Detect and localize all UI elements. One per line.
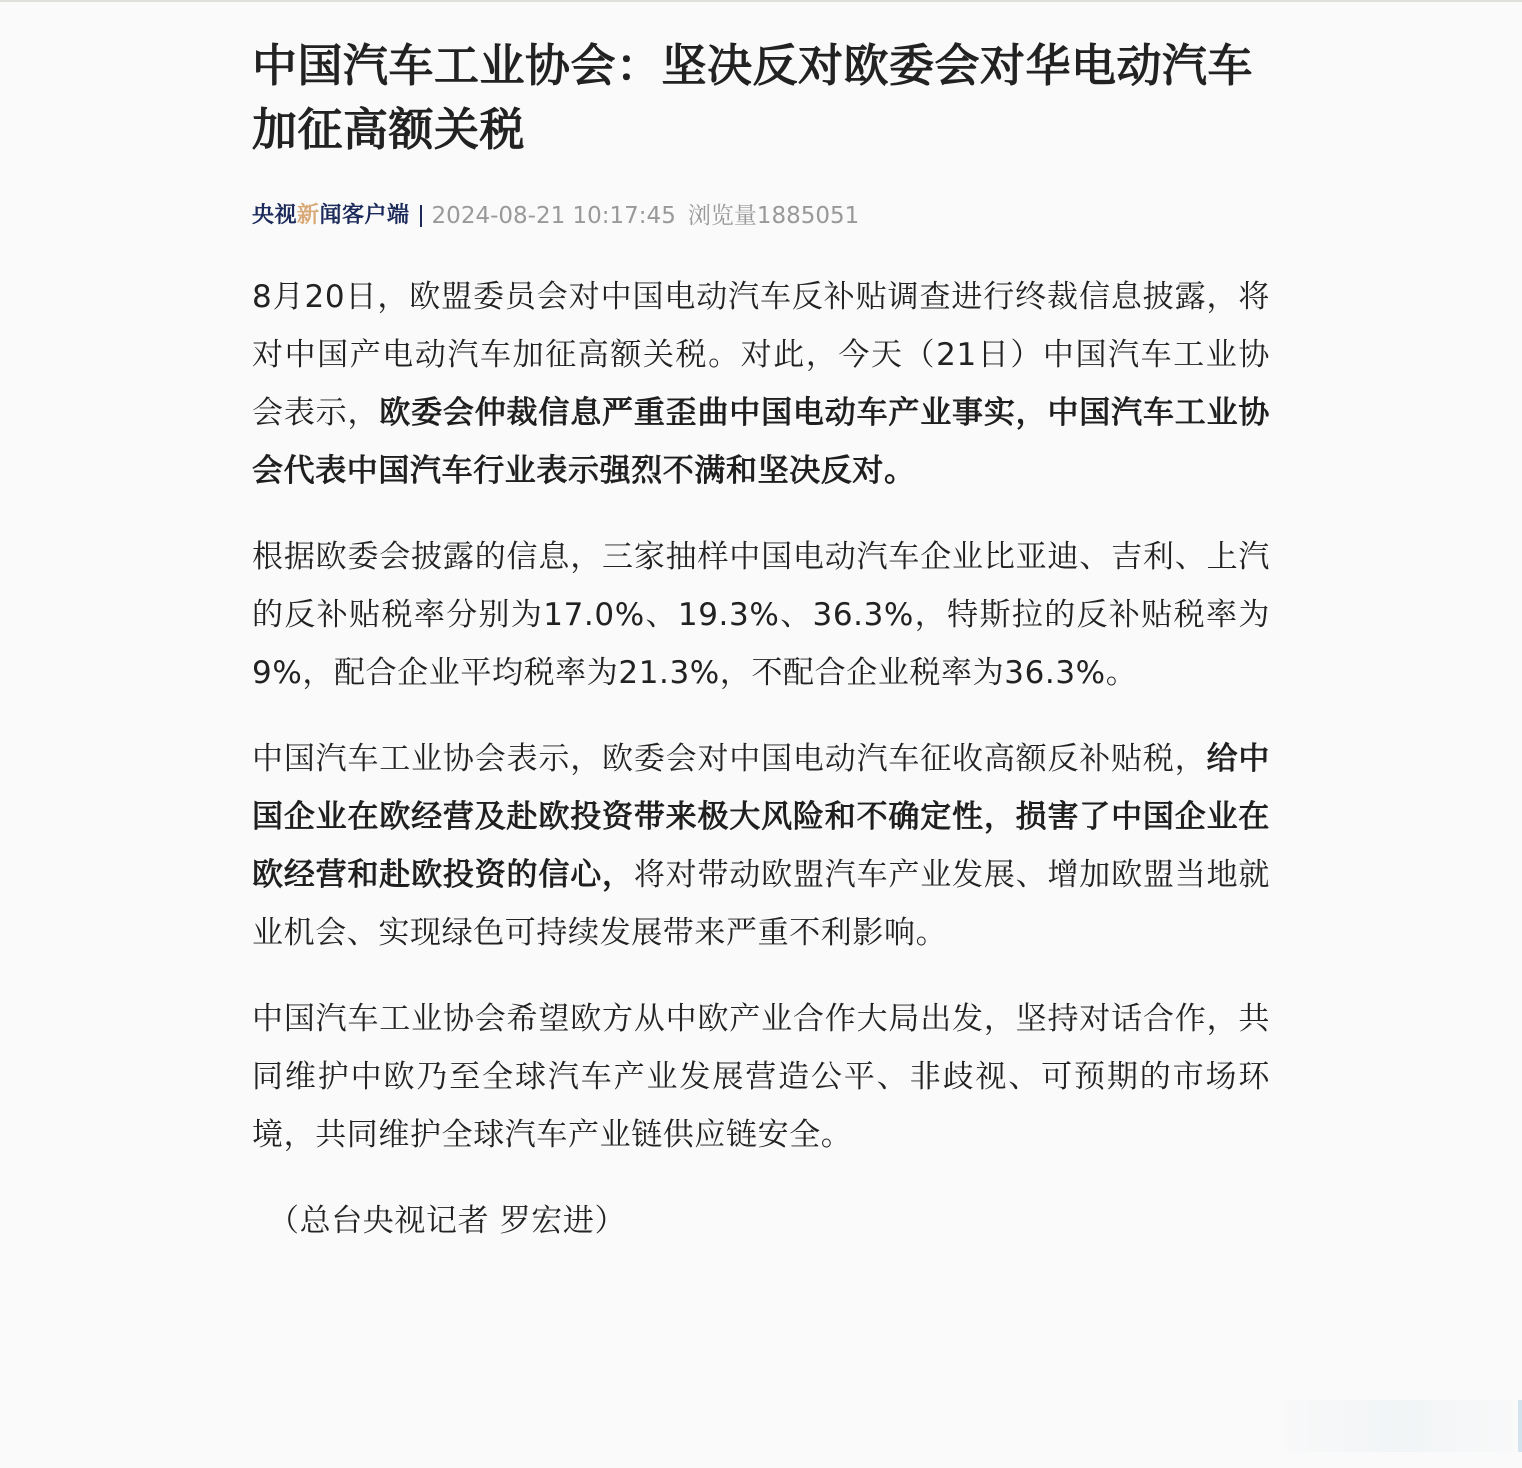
paragraph-4-text: 中国汽车工业协会希望欧方从中欧产业合作大局出发，坚持对话合作，共同维护中欧乃至全球汽车产业发展营造公平、非歧视、可预期的市场环境，共同维护全球汽车产业链供应链安全。 (252, 1001, 1270, 1153)
paragraph-1 (252, 268, 1270, 500)
paragraph-2 (252, 528, 1270, 702)
views-count: 1885051 (756, 203, 860, 229)
paragraph-3-emphasis: 给中国企业在欧经营及赴欧投资带来极大风险和不确定性，损害了中国企业在欧经营和赴欧投资的信心， (252, 741, 1270, 893)
paragraph-3-text-start: 中国汽车工业协会表示，欧委会对中国电动汽车征收高额反补贴税， (252, 741, 1207, 777)
paragraph-3 (252, 730, 1270, 962)
top-divider (0, 0, 1522, 2)
watermark-edge (1518, 1400, 1522, 1452)
paragraph-1-text: 8月20日，欧盟委员会对中国电动汽车反补贴调查进行终裁信息披露，将对中国产电动汽车加征高额关税。对此，今天（21日）中国汽车工业协会表示， (252, 279, 1270, 431)
paragraph-2-text: 根据欧委会披露的信息，三家抽样中国电动汽车企业比亚迪、吉利、上汽的反补贴税率分别为17.0%、19.3%、36.3%，特斯拉的反补贴税率为9%，配合企业平均税率为21.3%，不配合企业税率为36.3%。 (252, 539, 1270, 691)
views-label: 浏览量 (687, 203, 757, 229)
paragraph-1-emphasis: 欧委会仲裁信息严重歪曲中国电动车产业事实，中国汽车工业协会代表中国汽车行业表示强烈不满和坚决反对。 (252, 395, 1270, 489)
source-name-part1: 央视 (252, 203, 298, 228)
publish-datetime: 2024-08-21 10:17:45 (431, 203, 676, 229)
source-name[interactable] (252, 200, 410, 232)
source-name-part2: 闻客户端 (319, 203, 410, 228)
reporter-credit: （总台央视记者 罗宏进） (268, 1203, 627, 1239)
article-body (252, 268, 1270, 1250)
paragraph-3-text-end: 将对带动欧盟汽车产业发展、增加欧盟当地就业机会、实现绿色可持续发展带来严重不利影响。 (252, 857, 1271, 951)
news-article (252, 34, 1270, 1278)
source-name-accent: 新 (297, 203, 320, 228)
article-meta (252, 200, 1270, 232)
meta-separator (420, 205, 422, 227)
article-title: 中国汽车工业协会：坚决反对欧委会对华电动汽车加征高额关税 (252, 39, 1254, 156)
watermark (1285, 1400, 1515, 1452)
paragraph-4 (252, 990, 1270, 1164)
